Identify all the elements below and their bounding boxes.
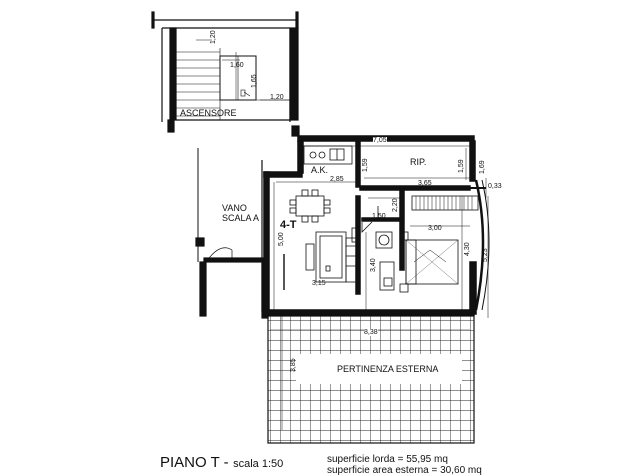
- dim-2-85: 2,85: [330, 176, 344, 183]
- dining-table: [290, 190, 330, 222]
- dim-3-65: 3,65: [418, 180, 432, 187]
- dim-3-40: 3,40: [370, 258, 377, 272]
- vano-scala-walls: [196, 148, 268, 318]
- room-label-vano: VANO: [222, 203, 247, 213]
- dim-8-38: 8,38: [364, 329, 378, 336]
- wardrobe: [412, 196, 478, 210]
- dim-2-20: 2,20: [392, 198, 399, 212]
- room-label-ascensore: ASCENSORE: [180, 108, 237, 118]
- wall-left: [170, 28, 176, 120]
- plan-scale: scala 1:50: [233, 458, 284, 470]
- plan-title: PIANO T -: [160, 454, 229, 471]
- dim-5-23: 5,23: [482, 248, 489, 262]
- room-label-ak: A.K.: [311, 165, 329, 175]
- dim-7-05: 7,05: [373, 137, 387, 144]
- dim-1-20-right: 1,20: [270, 94, 284, 101]
- room-label-pertinenza: PERTINENZA ESTERNA: [334, 364, 441, 375]
- kitchen-counter: [304, 146, 352, 164]
- dim-5-00: 5,00: [278, 232, 285, 246]
- apartment-walls: [264, 136, 489, 315]
- dim-0-33: 0,33: [488, 183, 502, 190]
- room-label-scala-a: SCALA A: [222, 213, 260, 223]
- superficie-esterna: superficie area esterna = 30,60 mq: [327, 465, 482, 476]
- dim-1-60: 1,60: [230, 62, 244, 69]
- footer-title-block: [160, 455, 283, 471]
- dim-3-00: 3,00: [428, 225, 442, 232]
- superficie-lorda: superficie lorda = 55,95 mq: [327, 454, 448, 465]
- unit-label: 4-T: [280, 219, 297, 231]
- dim-1-59-right: 1,59: [458, 159, 465, 173]
- dim-1-65: 1,65: [251, 74, 258, 88]
- dim-3-85: 3,85: [290, 358, 297, 372]
- dim-1-20-top: 1,20: [210, 30, 217, 44]
- dim-1-50: 1,50: [372, 213, 386, 220]
- bedroom-furniture: [400, 232, 458, 292]
- dim-1-69: 1,69: [479, 160, 486, 174]
- dim-3-15: 3,15: [312, 280, 326, 287]
- dim-1-59-left: 1,59: [362, 158, 369, 172]
- room-label-rip: RIP.: [410, 157, 427, 167]
- wall-right: [290, 28, 298, 120]
- dim-4-30: 4,30: [464, 242, 471, 256]
